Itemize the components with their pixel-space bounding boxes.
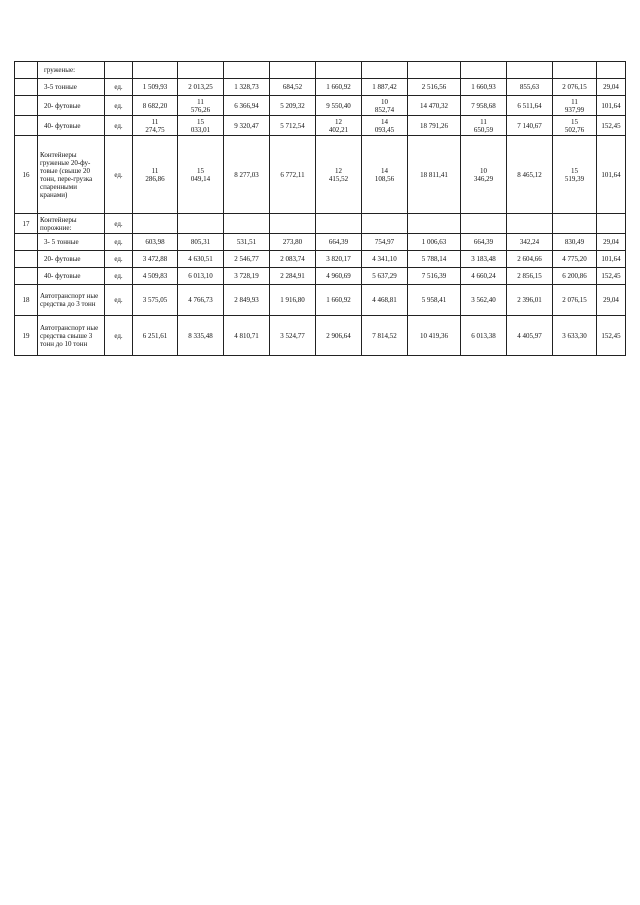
row-unit: ед. (105, 234, 133, 251)
value-cell: 11 274,75 (133, 116, 178, 136)
value-cell: 10 346,29 (461, 136, 507, 214)
value-cell: 5 209,32 (270, 96, 316, 116)
value-cell: 6 200,86 (553, 268, 597, 285)
row-name: 20- футовые (38, 251, 105, 268)
value-cell (224, 214, 270, 234)
value-cell: 15 049,14 (178, 136, 224, 214)
value-cell: 12 415,52 (316, 136, 362, 214)
value-cell (362, 214, 408, 234)
value-cell: 29,04 (597, 79, 626, 96)
row-name: 40- футовые (38, 116, 105, 136)
row-number: 16 (15, 136, 38, 214)
value-cell (408, 62, 461, 79)
row-unit: ед. (105, 96, 133, 116)
value-cell (270, 62, 316, 79)
row-number (15, 62, 38, 79)
value-cell: 15 502,76 (553, 116, 597, 136)
value-cell: 8 682,20 (133, 96, 178, 116)
row-name: 20- футовые (38, 96, 105, 116)
value-cell: 3 562,40 (461, 285, 507, 316)
value-cell: 7 814,52 (362, 316, 408, 356)
value-cell: 10 419,36 (408, 316, 461, 356)
tariff-table-body (15, 62, 626, 356)
value-cell: 15 033,01 (178, 116, 224, 136)
value-cell: 101,64 (597, 96, 626, 116)
value-cell: 7 958,68 (461, 96, 507, 116)
value-cell: 29,04 (597, 285, 626, 316)
row-name: 3-5 тонные (38, 79, 105, 96)
value-cell: 664,39 (461, 234, 507, 251)
row-number: 17 (15, 214, 38, 234)
value-cell (316, 214, 362, 234)
row-number (15, 79, 38, 96)
table-row (15, 96, 626, 116)
value-cell: 2 396,01 (507, 285, 553, 316)
value-cell (553, 214, 597, 234)
value-cell: 4 960,69 (316, 268, 362, 285)
value-cell (362, 62, 408, 79)
row-unit: ед. (105, 79, 133, 96)
value-cell (461, 214, 507, 234)
value-cell (507, 214, 553, 234)
value-cell: 18 811,41 (408, 136, 461, 214)
table-row (15, 79, 626, 96)
value-cell: 1 887,42 (362, 79, 408, 96)
value-cell: 14 093,45 (362, 116, 408, 136)
row-unit: ед. (105, 116, 133, 136)
value-cell (133, 62, 178, 79)
row-name: Контейнеры груженые 20-фу-товые (свыше 20 тонн, пере-грузка спаренными кранами) (38, 136, 105, 214)
value-cell: 603,98 (133, 234, 178, 251)
value-cell: 2 516,56 (408, 79, 461, 96)
value-cell: 10 852,74 (362, 96, 408, 116)
row-unit: ед. (105, 285, 133, 316)
value-cell (408, 214, 461, 234)
value-cell: 1 328,73 (224, 79, 270, 96)
value-cell: 342,24 (507, 234, 553, 251)
value-cell: 2 076,15 (553, 285, 597, 316)
value-cell: 6 366,94 (224, 96, 270, 116)
value-cell (507, 62, 553, 79)
row-unit: ед. (105, 136, 133, 214)
value-cell: 5 712,54 (270, 116, 316, 136)
row-number (15, 268, 38, 285)
value-cell: 2 284,91 (270, 268, 316, 285)
value-cell (270, 214, 316, 234)
value-cell: 14 108,56 (362, 136, 408, 214)
value-cell: 6 511,64 (507, 96, 553, 116)
table-row (15, 136, 626, 214)
value-cell: 7 516,39 (408, 268, 461, 285)
value-cell: 4 468,81 (362, 285, 408, 316)
value-cell: 101,64 (597, 136, 626, 214)
table-row (15, 251, 626, 268)
value-cell (224, 62, 270, 79)
value-cell: 1 660,93 (461, 79, 507, 96)
value-cell: 4 775,20 (553, 251, 597, 268)
value-cell: 9 320,47 (224, 116, 270, 136)
row-unit: ед. (105, 268, 133, 285)
value-cell: 152,45 (597, 268, 626, 285)
value-cell: 4 509,83 (133, 268, 178, 285)
value-cell: 754,97 (362, 234, 408, 251)
value-cell: 3 728,19 (224, 268, 270, 285)
value-cell: 152,45 (597, 316, 626, 356)
table-row (15, 234, 626, 251)
row-unit (105, 62, 133, 79)
value-cell: 8 465,12 (507, 136, 553, 214)
value-cell: 6 772,11 (270, 136, 316, 214)
value-cell: 1 660,92 (316, 79, 362, 96)
value-cell: 855,63 (507, 79, 553, 96)
value-cell: 1 916,80 (270, 285, 316, 316)
row-number: 18 (15, 285, 38, 316)
value-cell: 11 937,99 (553, 96, 597, 116)
value-cell (316, 62, 362, 79)
value-cell: 830,49 (553, 234, 597, 251)
value-cell (597, 62, 626, 79)
row-name: груженые: (38, 62, 105, 79)
value-cell (178, 62, 224, 79)
value-cell: 11 286,86 (133, 136, 178, 214)
table-row (15, 316, 626, 356)
value-cell: 2 906,64 (316, 316, 362, 356)
row-number (15, 116, 38, 136)
value-cell: 6 013,10 (178, 268, 224, 285)
value-cell: 5 637,29 (362, 268, 408, 285)
value-cell: 4 810,71 (224, 316, 270, 356)
value-cell: 2 546,77 (224, 251, 270, 268)
value-cell: 11 650,59 (461, 116, 507, 136)
value-cell: 3 183,48 (461, 251, 507, 268)
row-number: 19 (15, 316, 38, 356)
value-cell: 5 958,41 (408, 285, 461, 316)
value-cell: 684,52 (270, 79, 316, 96)
value-cell: 15 519,39 (553, 136, 597, 214)
value-cell: 1 660,92 (316, 285, 362, 316)
value-cell: 6 251,61 (133, 316, 178, 356)
value-cell: 101,64 (597, 251, 626, 268)
value-cell: 2 604,66 (507, 251, 553, 268)
row-number (15, 234, 38, 251)
table-row (15, 116, 626, 136)
value-cell (461, 62, 507, 79)
tariff-table (14, 61, 626, 356)
value-cell: 3 472,88 (133, 251, 178, 268)
value-cell: 29,04 (597, 234, 626, 251)
value-cell (553, 62, 597, 79)
row-name: 3- 5 тонные (38, 234, 105, 251)
value-cell: 4 630,51 (178, 251, 224, 268)
table-row (15, 214, 626, 234)
value-cell: 8 335,48 (178, 316, 224, 356)
value-cell: 2 083,74 (270, 251, 316, 268)
row-name: Автотранспорт ные средства свыше 3 тонн до 10 тонн (38, 316, 105, 356)
value-cell: 2 076,15 (553, 79, 597, 96)
row-unit: ед. (105, 214, 133, 234)
row-unit: ед. (105, 316, 133, 356)
row-name: Контейнеры порожние: (38, 214, 105, 234)
value-cell: 4 766,73 (178, 285, 224, 316)
value-cell: 152,45 (597, 116, 626, 136)
value-cell (133, 214, 178, 234)
row-unit: ед. (105, 251, 133, 268)
value-cell: 9 550,40 (316, 96, 362, 116)
value-cell (597, 214, 626, 234)
row-number (15, 96, 38, 116)
value-cell: 14 470,32 (408, 96, 461, 116)
value-cell: 8 277,03 (224, 136, 270, 214)
value-cell (178, 214, 224, 234)
value-cell: 18 791,26 (408, 116, 461, 136)
value-cell: 3 524,77 (270, 316, 316, 356)
value-cell: 12 402,21 (316, 116, 362, 136)
value-cell: 2 856,15 (507, 268, 553, 285)
table-row (15, 62, 626, 79)
value-cell: 4 405,97 (507, 316, 553, 356)
value-cell: 7 140,67 (507, 116, 553, 136)
row-name: Автотранспорт ные средства до 3 тонн (38, 285, 105, 316)
value-cell: 2 013,25 (178, 79, 224, 96)
value-cell: 531,51 (224, 234, 270, 251)
row-number (15, 251, 38, 268)
value-cell: 3 820,17 (316, 251, 362, 268)
value-cell: 3 633,30 (553, 316, 597, 356)
value-cell: 4 660,24 (461, 268, 507, 285)
value-cell: 1 509,93 (133, 79, 178, 96)
value-cell: 5 788,14 (408, 251, 461, 268)
value-cell: 805,31 (178, 234, 224, 251)
value-cell: 273,80 (270, 234, 316, 251)
value-cell: 3 575,05 (133, 285, 178, 316)
value-cell: 1 006,63 (408, 234, 461, 251)
table-row (15, 285, 626, 316)
value-cell: 2 849,93 (224, 285, 270, 316)
value-cell: 664,39 (316, 234, 362, 251)
table-row (15, 268, 626, 285)
row-name: 40- футовые (38, 268, 105, 285)
value-cell: 6 013,38 (461, 316, 507, 356)
value-cell: 11 576,26 (178, 96, 224, 116)
value-cell: 4 341,10 (362, 251, 408, 268)
